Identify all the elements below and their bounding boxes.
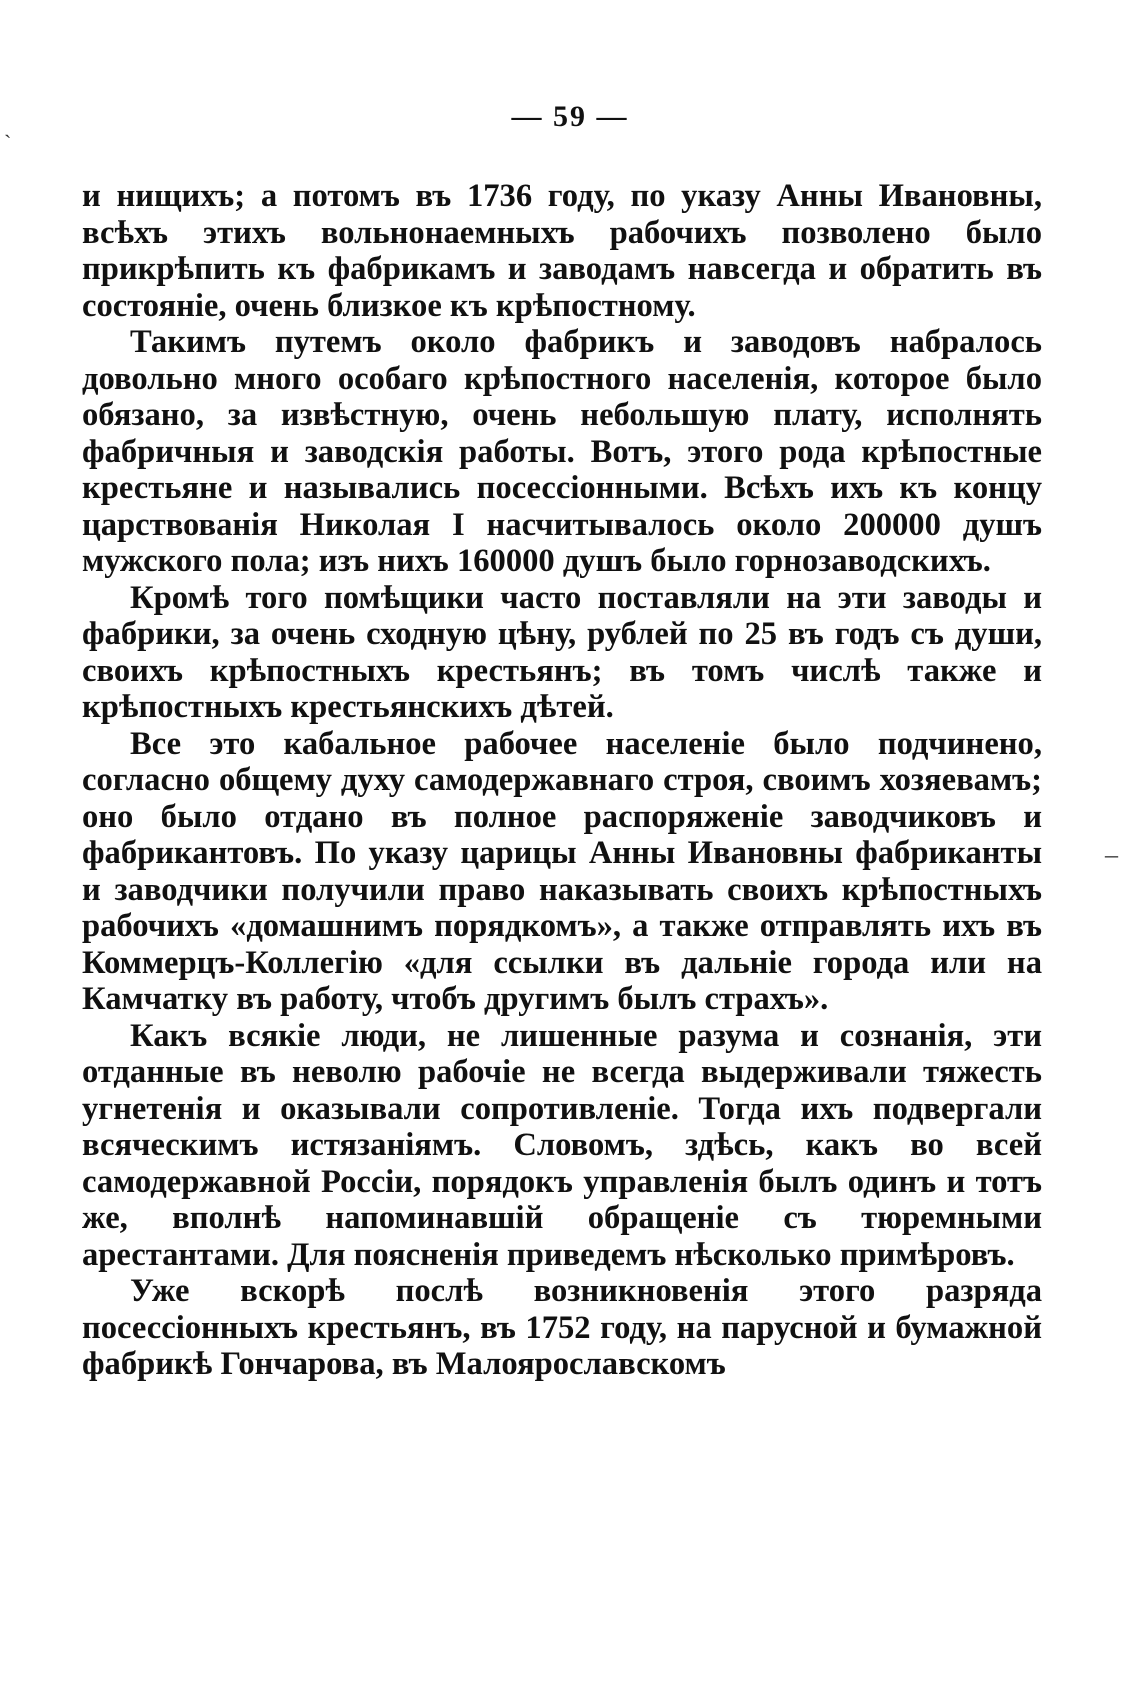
body-text <box>82 178 1042 1383</box>
paragraph-continuation: и нищихъ; а потомъ въ 1736 году, по указу Анны Ивановны, всѣхъ этихъ вольнонаемныхъ рабочихъ позволено было прикрѣпить къ фабрикамъ и заводамъ навсегда и обратить въ состояніе, очень близкое къ крѣпостному. <box>82 178 1042 324</box>
paragraph: Все это кабальное рабочее населеніе было подчинено, согласно общему духу самодержавнаго строя, своимъ хозяевамъ; оно было отдано въ полное распоряженіе заводчиковъ и фабрикантовъ. По указу царицы Анны Ивановны фабриканты и заводчики получили право наказывать своихъ крѣпостныхъ рабочихъ «домашнимъ порядкомъ», а также отправлять ихъ въ Коммерцъ-Коллегію «для ссылки въ дальніе города или на Камчатку въ работу, чтобъ другимъ былъ страхъ». <box>82 725 1042 1017</box>
paragraph: Какъ всякіе люди, не лишенные разума и сознанія, эти отданные въ неволю рабочіе не всегда выдерживали тяжесть угнетенія и оказывали сопротивленіе. Тогда ихъ подвергали всяческимъ истязаніямъ. Словомъ, здѣсь, какъ во всей самодержавной Россіи, порядокъ управленія былъ одинъ и тотъ же, вполнѣ напоминавшій обращеніе съ тюремными арестантами. Для поясненія приведемъ нѣсколько примѣровъ. <box>82 1017 1042 1273</box>
margin-tick-left: ˋ <box>4 130 12 155</box>
paragraph: Уже вскорѣ послѣ возникновенія этого разряда посессіонныхъ крестьянъ, въ 1752 году, на парусной и бумажной фабрикѣ Гончарова, въ Малоярославскомъ <box>82 1273 1042 1382</box>
paragraph: Такимъ путемъ около фабрикъ и заводовъ набралось довольно много особаго крѣпостного населенія, которое было обязано, за извѣстную, очень небольшую плату, исполнять фабричныя и заводскія работы. Вотъ, этого рода крѣпостные крестьяне и назывались посессіонными. Всѣхъ ихъ къ концу царствованія Николая I насчитывалось около 200000 душъ мужского пола; изъ нихъ 160000 душъ было горнозаводскихъ. <box>82 324 1042 579</box>
paragraph: Кромѣ того помѣщики часто поставляли на эти заводы и фабрики, за очень сходную цѣну, рублей по 25 въ годъ съ души, своихъ крѣпостныхъ крестьянъ; въ томъ числѣ также и крѣпостныхъ крестьянскихъ дѣтей. <box>82 579 1042 725</box>
margin-tick-right: ‒ <box>1105 840 1118 869</box>
page-number: — 59 — <box>511 100 629 133</box>
